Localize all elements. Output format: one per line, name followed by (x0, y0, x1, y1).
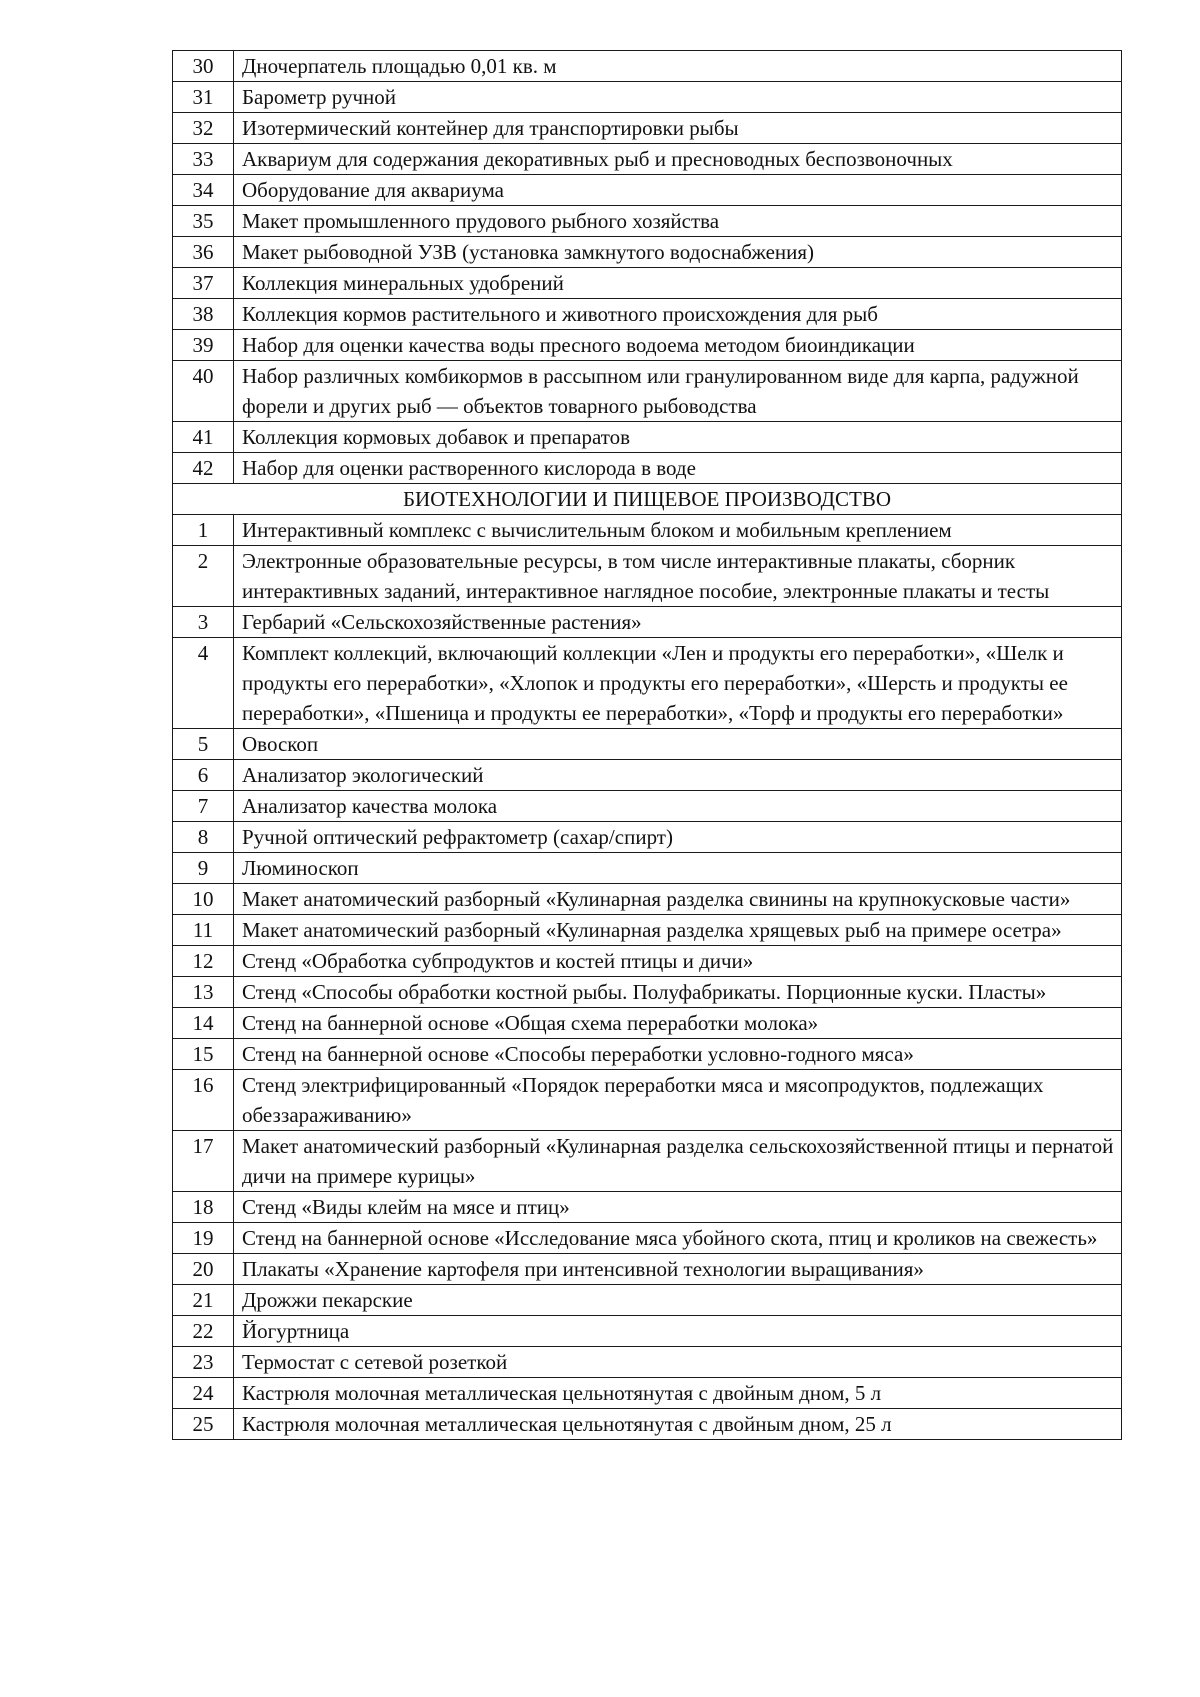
table-row (173, 82, 1122, 113)
row-number: 21 (173, 1285, 234, 1316)
row-item-name: Люминоскоп (234, 853, 1122, 884)
table-section-heading-group (173, 484, 1122, 515)
row-item-name: Изотермический контейнер для транспортировки рыбы (234, 113, 1122, 144)
table-row (173, 884, 1122, 915)
table-row (173, 791, 1122, 822)
row-item-name: Гербарий «Сельскохозяйственные растения» (234, 607, 1122, 638)
table-row (173, 1316, 1122, 1347)
row-item-name: Термостат с сетевой розеткой (234, 1347, 1122, 1378)
row-item-name: Коллекция кормов растительного и животного происхождения для рыб (234, 299, 1122, 330)
table-row (173, 422, 1122, 453)
table-row (173, 515, 1122, 546)
row-number: 6 (173, 760, 234, 791)
table-row (173, 144, 1122, 175)
row-number: 19 (173, 1223, 234, 1254)
table-row (173, 1223, 1122, 1254)
table-row (173, 237, 1122, 268)
row-number: 9 (173, 853, 234, 884)
section-heading: БИОТЕХНОЛОГИИ И ПИЩЕВОЕ ПРОИЗВОДСТВО (173, 484, 1122, 515)
table-row (173, 453, 1122, 484)
table-row (173, 1039, 1122, 1070)
row-item-name: Макет анатомический разборный «Кулинарная разделка сельскохозяйственной птицы и пернатой дичи на примере курицы» (234, 1131, 1122, 1192)
row-item-name: Дночерпатель площадью 0,01 кв. м (234, 51, 1122, 82)
table-row (173, 1409, 1122, 1440)
table-row (173, 1131, 1122, 1192)
table-row (173, 915, 1122, 946)
row-number: 17 (173, 1131, 234, 1192)
row-number: 18 (173, 1192, 234, 1223)
table-row (173, 822, 1122, 853)
row-item-name: Йогуртница (234, 1316, 1122, 1347)
row-number: 36 (173, 237, 234, 268)
table-row (173, 946, 1122, 977)
row-number: 3 (173, 607, 234, 638)
row-item-name: Дрожжи пекарские (234, 1285, 1122, 1316)
table-row (173, 1070, 1122, 1131)
table-row (173, 1254, 1122, 1285)
row-item-name: Анализатор качества молока (234, 791, 1122, 822)
table-row (173, 51, 1122, 82)
table-biotech-section (173, 515, 1122, 1440)
table-row (173, 113, 1122, 144)
table-row (173, 299, 1122, 330)
table-row (173, 361, 1122, 422)
row-item-name: Овоскоп (234, 729, 1122, 760)
row-number: 23 (173, 1347, 234, 1378)
row-item-name: Стенд «Виды клейм на мясе и птиц» (234, 1192, 1122, 1223)
row-number: 1 (173, 515, 234, 546)
row-item-name: Кастрюля молочная металлическая цельнотянутая с двойным дном, 25 л (234, 1409, 1122, 1440)
row-number: 14 (173, 1008, 234, 1039)
row-item-name: Стенд «Способы обработки костной рыбы. Полуфабрикаты. Порционные куски. Пласты» (234, 977, 1122, 1008)
row-number: 2 (173, 546, 234, 607)
row-item-name: Аквариум для содержания декоративных рыб и пресноводных беспозвоночных (234, 144, 1122, 175)
table-row (173, 729, 1122, 760)
row-number: 32 (173, 113, 234, 144)
row-item-name: Стенд на баннерной основе «Исследование мяса убойного скота, птиц и кроликов на свежесть» (234, 1223, 1122, 1254)
table-row (173, 206, 1122, 237)
row-number: 34 (173, 175, 234, 206)
table-row (173, 268, 1122, 299)
table-row (173, 1378, 1122, 1409)
table-row (173, 977, 1122, 1008)
table-row (173, 1192, 1122, 1223)
row-item-name: Набор для оценки растворенного кислорода в воде (234, 453, 1122, 484)
row-item-name: Стенд на баннерной основе «Способы переработки условно-годного мяса» (234, 1039, 1122, 1070)
row-number: 41 (173, 422, 234, 453)
row-number: 42 (173, 453, 234, 484)
row-number: 7 (173, 791, 234, 822)
row-item-name: Набор различных комбикормов в рассыпном или гранулированном виде для карпа, радужной форели и других рыб — объектов товарного рыбоводства (234, 361, 1122, 422)
row-number: 30 (173, 51, 234, 82)
row-item-name: Набор для оценки качества воды пресного водоема методом биоиндикации (234, 330, 1122, 361)
table-row (173, 1008, 1122, 1039)
row-number: 39 (173, 330, 234, 361)
section-heading-row (173, 484, 1122, 515)
table-row (173, 607, 1122, 638)
table-row (173, 853, 1122, 884)
row-item-name: Ручной оптический рефрактометр (сахар/спирт) (234, 822, 1122, 853)
table-row (173, 760, 1122, 791)
row-item-name: Комплект коллекций, включающий коллекции «Лен и продукты его переработки», «Шелк и продукты его переработки», «Хлопок и продукты его переработки», «Шерсть и продукты ее переработки», «Пшеница и продукты ее переработки», «Торф и продукты его переработки» (234, 638, 1122, 729)
row-item-name: Анализатор экологический (234, 760, 1122, 791)
row-item-name: Интерактивный комплекс с вычислительным блоком и мобильным креплением (234, 515, 1122, 546)
row-number: 38 (173, 299, 234, 330)
row-item-name: Кастрюля молочная металлическая цельнотянутая с двойным дном, 5 л (234, 1378, 1122, 1409)
row-number: 16 (173, 1070, 234, 1131)
row-number: 12 (173, 946, 234, 977)
table-row (173, 330, 1122, 361)
row-item-name: Стенд «Обработка субпродуктов и костей птицы и дичи» (234, 946, 1122, 977)
row-number: 22 (173, 1316, 234, 1347)
table-row (173, 1285, 1122, 1316)
row-number: 11 (173, 915, 234, 946)
row-item-name: Макет рыбоводной УЗВ (установка замкнутого водоснабжения) (234, 237, 1122, 268)
document-page (172, 50, 1122, 1440)
table-row (173, 1347, 1122, 1378)
row-item-name: Оборудование для аквариума (234, 175, 1122, 206)
row-number: 10 (173, 884, 234, 915)
row-number: 8 (173, 822, 234, 853)
row-item-name: Стенд электрифицированный «Порядок переработки мяса и мясопродуктов, подлежащих обеззараживанию» (234, 1070, 1122, 1131)
row-item-name: Барометр ручной (234, 82, 1122, 113)
row-item-name: Макет анатомический разборный «Кулинарная разделка свинины на крупнокусковые части» (234, 884, 1122, 915)
row-number: 15 (173, 1039, 234, 1070)
row-number: 4 (173, 638, 234, 729)
row-item-name: Плакаты «Хранение картофеля при интенсивной технологии выращивания» (234, 1254, 1122, 1285)
table-row (173, 546, 1122, 607)
row-number: 35 (173, 206, 234, 237)
row-number: 40 (173, 361, 234, 422)
row-number: 25 (173, 1409, 234, 1440)
row-number: 5 (173, 729, 234, 760)
row-number: 33 (173, 144, 234, 175)
row-item-name: Электронные образовательные ресурсы, в том числе интерактивные плакаты, сборник интерактивных заданий, интерактивное наглядное пособие, электронные плакаты и тесты (234, 546, 1122, 607)
table-row (173, 175, 1122, 206)
row-number: 31 (173, 82, 234, 113)
row-number: 20 (173, 1254, 234, 1285)
row-number: 13 (173, 977, 234, 1008)
row-item-name: Стенд на баннерной основе «Общая схема переработки молока» (234, 1008, 1122, 1039)
row-number: 37 (173, 268, 234, 299)
row-item-name: Коллекция кормовых добавок и препаратов (234, 422, 1122, 453)
row-item-name: Коллекция минеральных удобрений (234, 268, 1122, 299)
row-item-name: Макет промышленного прудового рыбного хозяйства (234, 206, 1122, 237)
table-row (173, 638, 1122, 729)
row-item-name: Макет анатомический разборный «Кулинарная разделка хрящевых рыб на примере осетра» (234, 915, 1122, 946)
equipment-table (172, 50, 1122, 1440)
table-top-section (173, 51, 1122, 484)
row-number: 24 (173, 1378, 234, 1409)
